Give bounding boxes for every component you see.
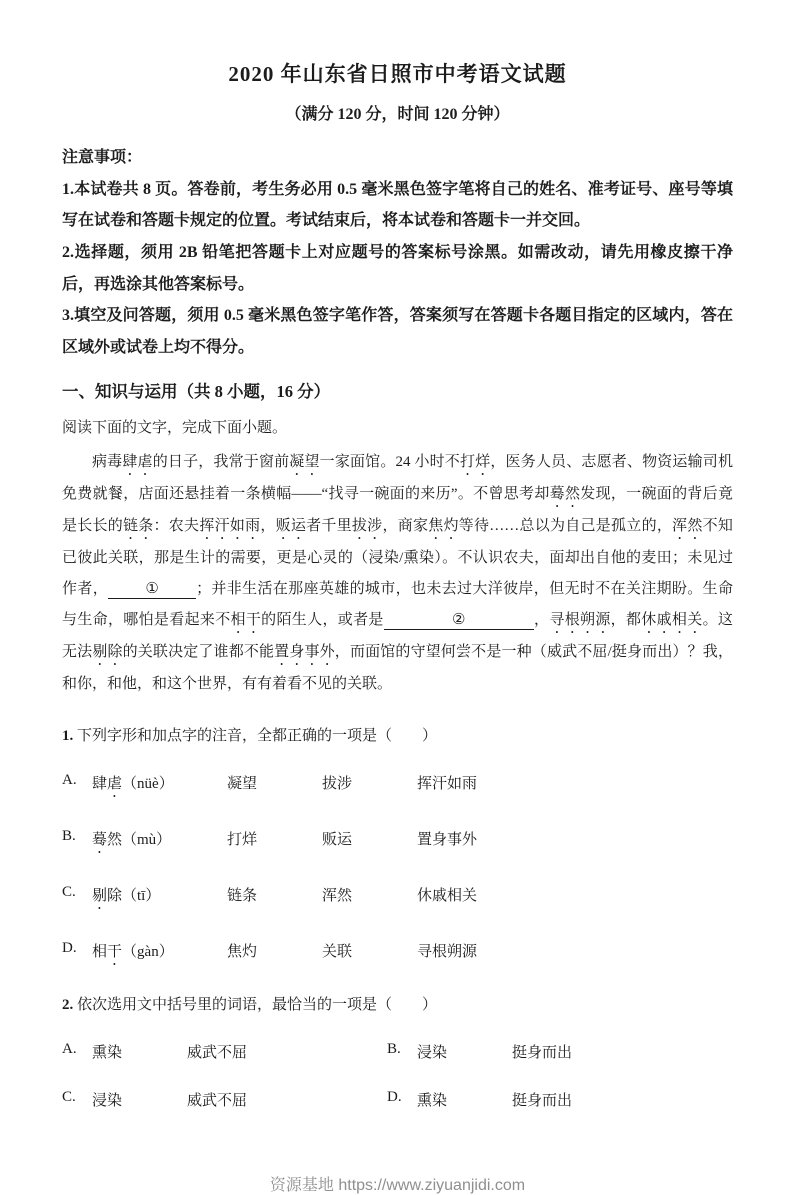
passage-emphasized-word: 贩运 <box>275 517 307 534</box>
passage-text: 。这无法 <box>62 611 733 660</box>
passage-text: 的关联决定了谁都不能 <box>122 643 275 660</box>
q2-option-c[interactable] <box>62 1089 387 1110</box>
passage-emphasized-word: 蓦然 <box>549 485 581 502</box>
passage-text: ，医务人员、志愿者、物资运输司机免费就餐，店面还悬挂着一条横幅——“找寻一碗面的来历”。不曾思考却 <box>62 453 733 502</box>
q2-option-b[interactable] <box>387 1041 733 1062</box>
passage-emphasized-word: 浑然 <box>672 517 703 534</box>
q1-b-word2: 打烊 <box>227 831 258 848</box>
q1-option-c[interactable] <box>62 884 733 913</box>
q1-option-b[interactable] <box>62 828 733 857</box>
reading-intro: 阅读下面的文字，完成下面小题。 <box>62 419 288 436</box>
passage-text: 等待……总以为自己是孤立的， <box>458 517 673 534</box>
q1-d-head-pre: 相 <box>92 943 108 960</box>
q2-option-d-label: D. <box>387 1088 402 1105</box>
passage-text: 一家面馆。24 小时不 <box>319 453 460 470</box>
q1-a-head-post: （nüè） <box>122 775 174 792</box>
notice-heading: 注意事项： <box>62 149 143 166</box>
q1-b-head-dotted: 蓦 <box>92 831 108 848</box>
q1-option-c-label: C. <box>62 883 76 900</box>
q1-b-word3: 贩运 <box>322 831 353 848</box>
q2-option-a-label: A. <box>62 1040 77 1057</box>
passage-emphasized-word: 剔除 <box>92 643 123 660</box>
q2-option-a[interactable] <box>62 1041 387 1062</box>
passage-emphasized-word: 挥汗如雨 <box>199 517 261 534</box>
q1-a-word4: 挥汗如雨 <box>417 775 478 792</box>
passage-text: 者千里 <box>306 517 352 534</box>
q1-a-head-pre: 肆 <box>92 775 108 792</box>
notice-item-3: 3.填空及问答题，须用 0.5 毫米黑色签字笔作答，答案须写在答题卡各题目指定的区域内，答在区域外或试卷上均不得分。 <box>62 307 733 357</box>
passage-emphasized-word: 凝望 <box>289 453 320 470</box>
q1-a-head-dotted: 虐 <box>107 775 123 792</box>
q1-option-d-head <box>92 940 227 969</box>
passage-emphasized-word: 打烊 <box>459 453 491 470</box>
passage-text: 发现，一碗面的背后竟是长长的 <box>62 485 733 534</box>
q1-c-word3: 浑然 <box>322 887 353 904</box>
q1-c-word4: 休戚相关 <box>417 887 478 904</box>
passage-text: ；并非生活在那座英雄的城市，也未去过大洋彼岸，但无时不在关注期盼。生命与生命，哪怕是看起来不 <box>62 580 733 628</box>
passage-emphasized-word: 拔涉 <box>351 517 383 534</box>
page-title: 2020 年山东省日照市中考语文试题 <box>228 62 567 86</box>
q2-c-word1: 浸染 <box>92 1092 123 1109</box>
q2-a-word2: 威武不屈 <box>187 1044 248 1061</box>
q1-c-word2: 链条 <box>227 887 258 904</box>
q1-option-d[interactable] <box>62 940 733 969</box>
q1-option-b-label: B. <box>62 827 76 844</box>
q1-option-b-head <box>92 828 227 857</box>
q1-option-a-label: A. <box>62 771 77 788</box>
q2-options <box>62 1014 733 1110</box>
watermark-footer: 资源基地 https://www.ziyuanjidi.com <box>269 1176 526 1194</box>
q2-option-b-label: B. <box>387 1040 401 1057</box>
q1-option-a[interactable] <box>62 772 733 801</box>
passage-blank: ① <box>108 581 196 599</box>
passage-text: ， <box>533 611 550 628</box>
q2-b-word2: 挺身而出 <box>512 1044 573 1061</box>
q1-a-word3: 拔涉 <box>322 775 353 792</box>
q2-a-word1: 熏染 <box>92 1044 123 1061</box>
passage-text: ，而面馆的守望何尝不是一种（威武不屈/挺身而出）？我，和你，和他，和这个世界，有有着看不见的关联。 <box>62 643 733 692</box>
q1-option-c-head <box>92 884 227 913</box>
q2-c-word2: 威武不屈 <box>187 1092 248 1109</box>
q1-a-word2: 凝望 <box>227 775 258 792</box>
passage-text: ， <box>260 517 276 534</box>
q1-c-head-post: 除（tī） <box>107 887 161 904</box>
question-1-number: 1. <box>62 727 74 744</box>
q1-b-head-post: 然（mù） <box>107 831 172 848</box>
passage-text: 的陌生人，或者是 <box>261 611 384 628</box>
q2-d-word1: 熏染 <box>417 1092 448 1109</box>
passage-text: 的日子，我常于窗前 <box>152 453 290 470</box>
passage-blank: ② <box>384 612 534 630</box>
question-2-stem <box>62 993 733 1014</box>
section-heading: 一、知识与运用（共 8 小题，16 分） <box>62 381 331 401</box>
question-1-stem <box>62 724 733 745</box>
q1-option-d-label: D. <box>62 939 77 956</box>
passage-emphasized-word: 寻根朔源 <box>549 611 611 628</box>
page-subtitle: （满分 120 分，时间 120 分钟） <box>285 106 510 123</box>
q1-c-head-dotted: 剔 <box>92 887 108 904</box>
passage-text: 不知已彼此关联，那是生计的需要，更是心灵的（浸染/熏染）。不认识农夫，面却出自他的麦田；未见过作者， <box>62 517 733 597</box>
notice-section <box>62 142 733 364</box>
q1-d-word2: 焦灼 <box>227 943 258 960</box>
q1-d-word4: 寻根朔源 <box>417 943 478 960</box>
passage-emphasized-word: 相干 <box>230 611 262 628</box>
q1-option-a-head <box>92 772 227 801</box>
passage-emphasized-word: 焦灼 <box>428 517 459 534</box>
passage-text: 病毒 <box>92 453 123 470</box>
q1-d-word3: 关联 <box>322 943 353 960</box>
passage-text: ：农夫 <box>153 517 200 534</box>
q2-option-c-label: C. <box>62 1088 76 1105</box>
q2-b-word1: 浸染 <box>417 1044 448 1061</box>
q1-d-head-post: （gàn） <box>122 943 174 960</box>
passage-emphasized-word: 休戚相关 <box>641 611 703 628</box>
notice-item-1: 1.本试卷共 8 页。答卷前，考生务必用 0.5 毫米黑色签字笔将自己的姓名、准考证号、座号等填写在试卷和答题卡规定的位置。考试结束后，将本试卷和答题卡一并交回。 <box>62 180 733 230</box>
question-2-number: 2. <box>62 996 74 1013</box>
passage-emphasized-word: 肆虐 <box>122 453 153 470</box>
passage-text: ，都 <box>610 611 642 628</box>
q2-d-word2: 挺身而出 <box>512 1092 573 1109</box>
notice-item-2: 2.选择题，须用 2B 铅笔把答题卡上对应题号的答案标号涂黑。如需改动，请先用橡皮擦干净后，再选涂其他答案标号。 <box>62 244 733 293</box>
q1-b-word4: 置身事外 <box>417 831 478 848</box>
passage-text: ，商家 <box>382 517 429 534</box>
passage-emphasized-word: 置身事外 <box>274 643 335 660</box>
passage-emphasized-word: 链条 <box>123 517 154 534</box>
q2-option-d[interactable] <box>387 1089 733 1110</box>
question-2-text: 依次选用文中括号里的词语，最恰当的一项是（ ） <box>73 996 438 1013</box>
question-1-text: 下列字形和加点字的注音，全都正确的一项是（ ） <box>73 727 438 744</box>
passage <box>62 447 733 700</box>
q1-d-head-dotted: 干 <box>107 943 123 960</box>
